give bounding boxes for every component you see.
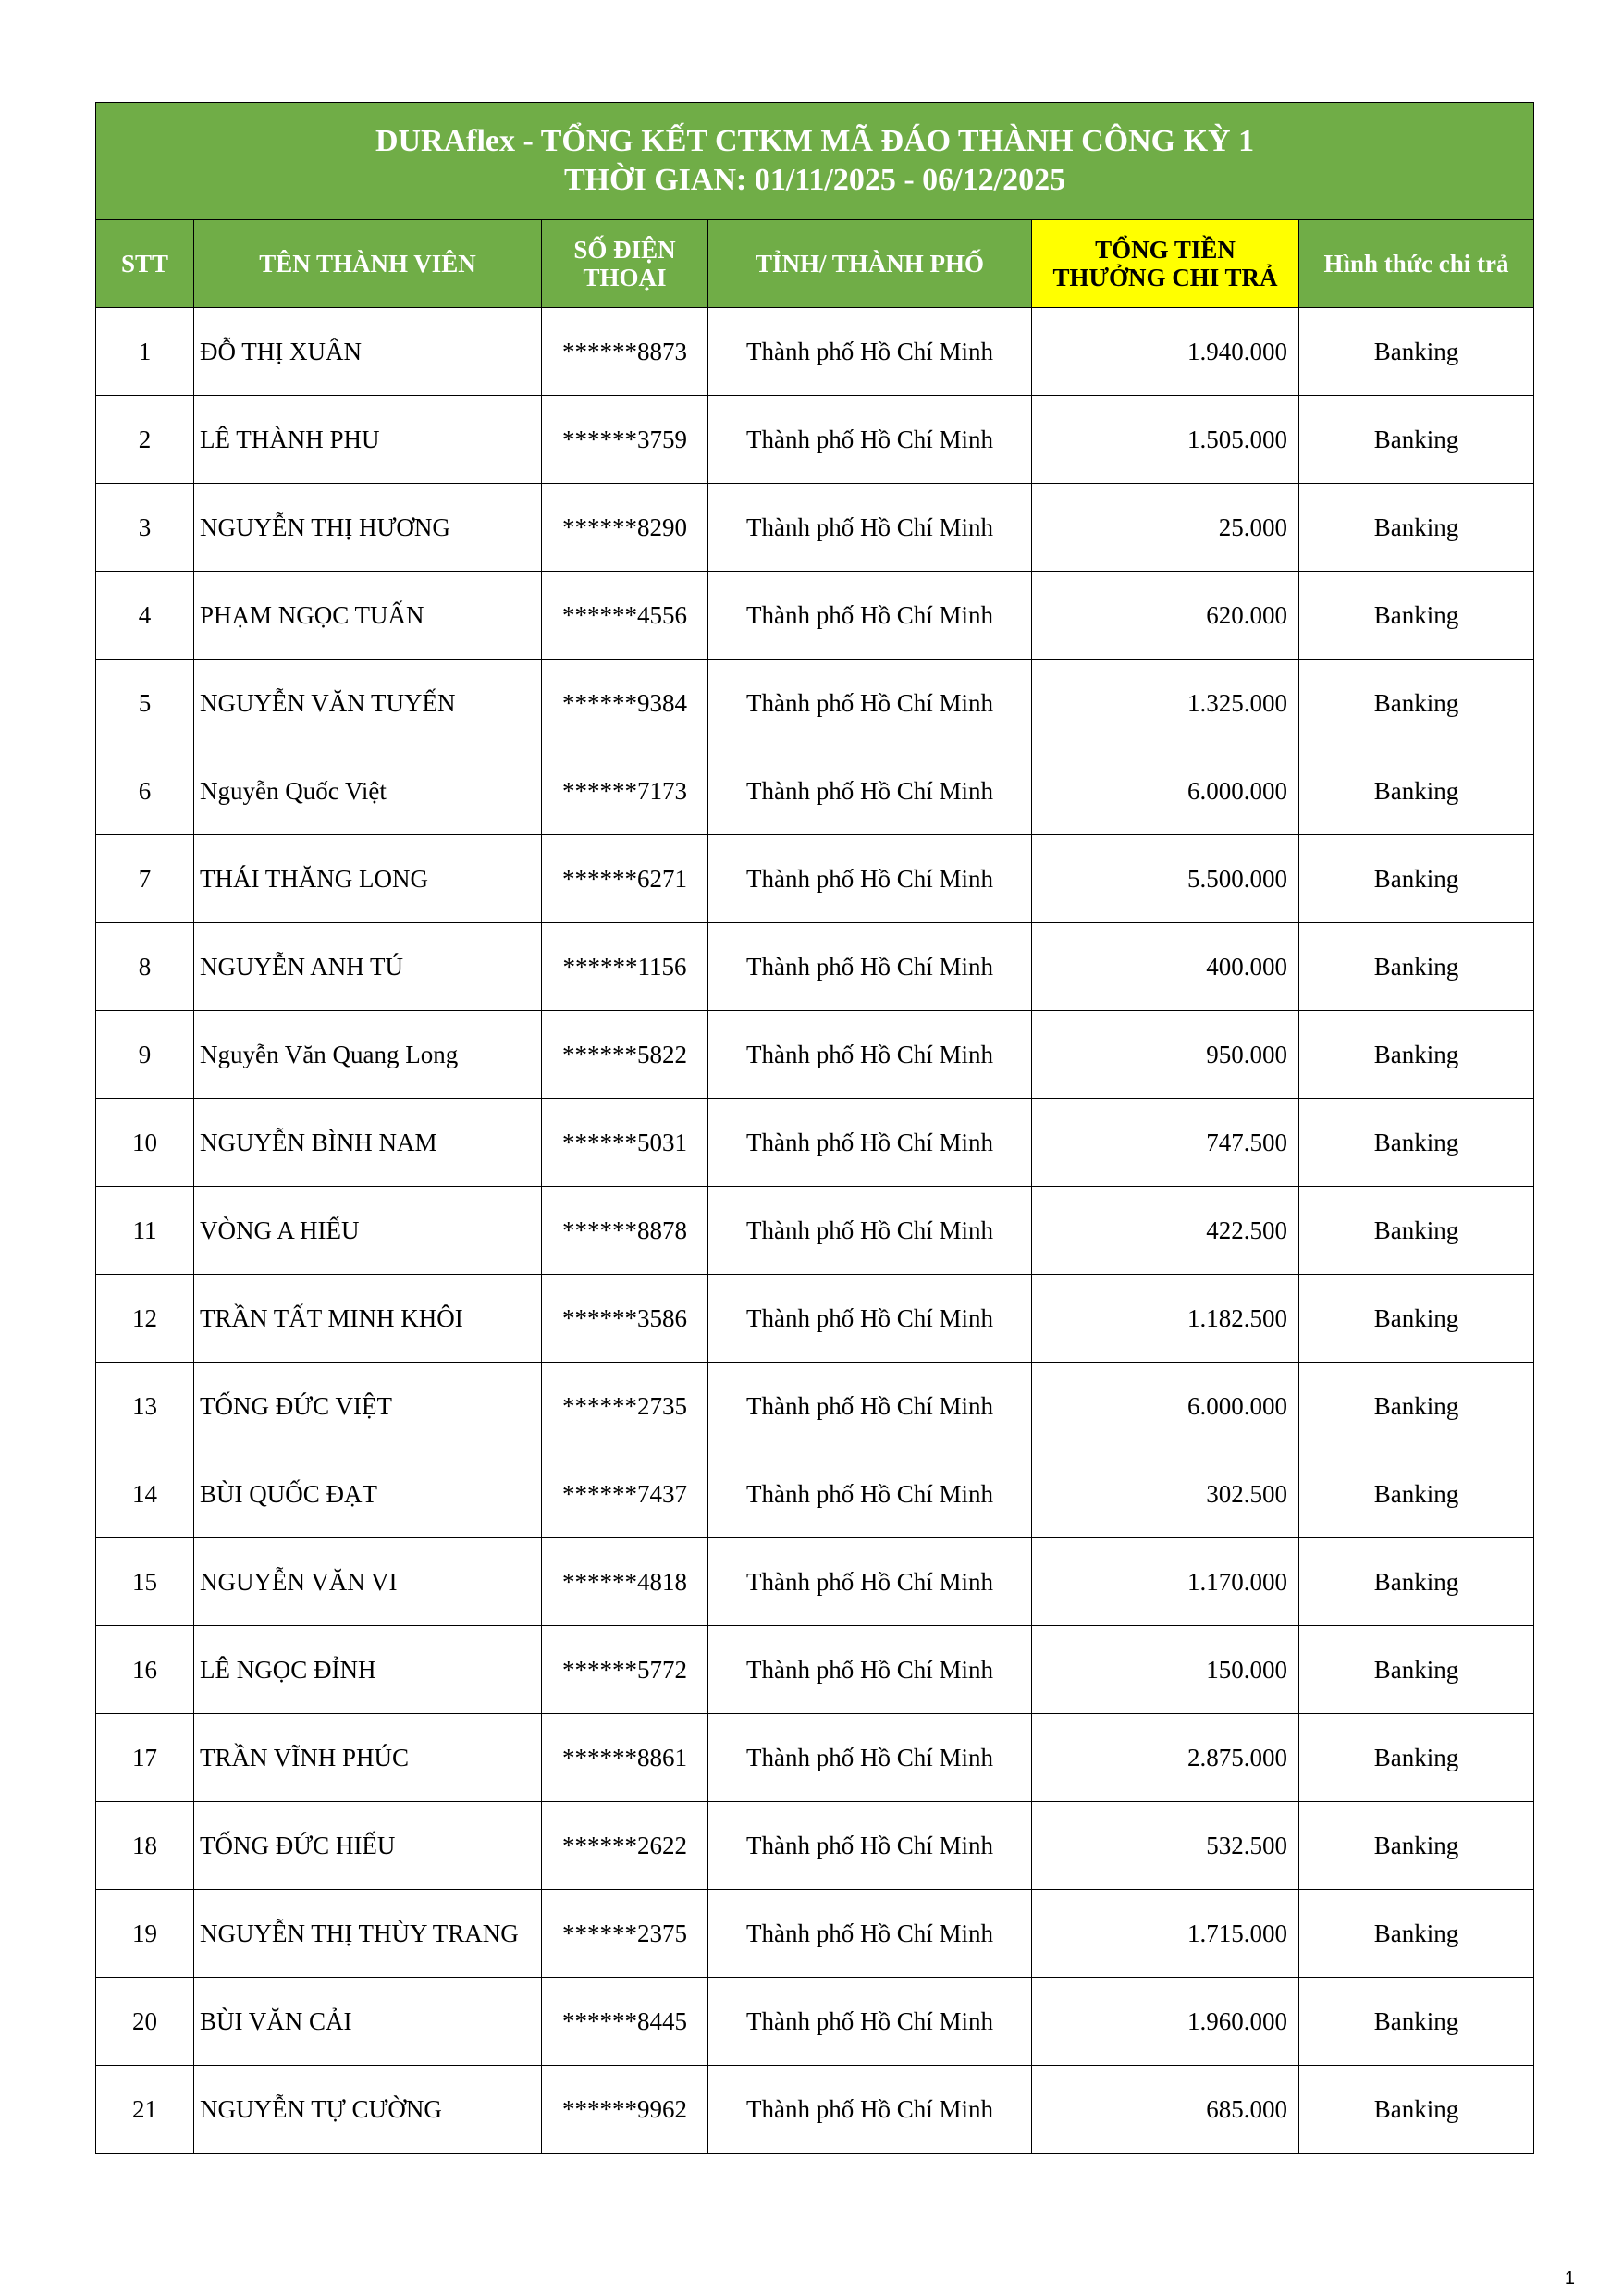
- cell-member-name: LÊ NGỌC ĐỈNH: [194, 1626, 542, 1714]
- title-line-2: THỜI GIAN: 01/11/2025 - 06/12/2025: [563, 163, 1066, 197]
- table-row: [96, 1802, 1534, 1890]
- page-number: 1: [1564, 2268, 1575, 2289]
- cell-reward-amount: 1.182.500: [1032, 1275, 1299, 1363]
- cell-city: Thành phố Hồ Chí Minh: [708, 835, 1032, 923]
- table-row: [96, 747, 1534, 835]
- cell-city: Thành phố Hồ Chí Minh: [708, 1978, 1032, 2066]
- cell-member-name: Nguyễn Văn Quang Long: [194, 1011, 542, 1099]
- cell-stt: 6: [96, 747, 194, 835]
- cell-reward-amount: 150.000: [1032, 1626, 1299, 1714]
- cell-reward-amount: 747.500: [1032, 1099, 1299, 1187]
- cell-city: Thành phố Hồ Chí Minh: [708, 747, 1032, 835]
- cell-reward-amount: 302.500: [1032, 1450, 1299, 1538]
- table-row: [96, 1714, 1534, 1802]
- cell-payment-method: Banking: [1299, 923, 1534, 1011]
- cell-member-name: NGUYỄN VĂN TUYẾN: [194, 660, 542, 747]
- cell-phone: ******3759: [542, 396, 708, 484]
- cell-payment-method: Banking: [1299, 660, 1534, 747]
- cell-city: Thành phố Hồ Chí Minh: [708, 1450, 1032, 1538]
- column-header-amount-line1: TỔNG TIỀN: [1095, 236, 1236, 264]
- cell-stt: 4: [96, 572, 194, 660]
- cell-reward-amount: 620.000: [1032, 572, 1299, 660]
- cell-phone: ******9384: [542, 660, 708, 747]
- cell-stt: 16: [96, 1626, 194, 1714]
- cell-member-name: ĐỖ THỊ XUÂN: [194, 308, 542, 396]
- cell-payment-method: Banking: [1299, 1890, 1534, 1978]
- cell-reward-amount: 422.500: [1032, 1187, 1299, 1275]
- cell-phone: ******3586: [542, 1275, 708, 1363]
- cell-stt: 15: [96, 1538, 194, 1626]
- cell-payment-method: Banking: [1299, 747, 1534, 835]
- cell-member-name: PHẠM NGỌC TUẤN: [194, 572, 542, 660]
- title-line-1: DURAflex - TỔNG KẾT CTKM MÃ ĐÁO THÀNH CÔNG KỲ 1: [375, 124, 1255, 158]
- cell-member-name: VÒNG A HIẾU: [194, 1187, 542, 1275]
- cell-payment-method: Banking: [1299, 1099, 1534, 1187]
- cell-phone: ******2375: [542, 1890, 708, 1978]
- column-header-phone-line1: SỐ ĐIỆN: [573, 236, 676, 264]
- cell-stt: 3: [96, 484, 194, 572]
- cell-phone: ******2622: [542, 1802, 708, 1890]
- column-header-phone-line2: THOẠI: [583, 264, 667, 291]
- cell-phone: ******8878: [542, 1187, 708, 1275]
- cell-member-name: NGUYỄN ANH TÚ: [194, 923, 542, 1011]
- cell-phone: ******7173: [542, 747, 708, 835]
- cell-payment-method: Banking: [1299, 308, 1534, 396]
- cell-stt: 10: [96, 1099, 194, 1187]
- cell-phone: ******8873: [542, 308, 708, 396]
- table-row: [96, 1890, 1534, 1978]
- cell-reward-amount: 5.500.000: [1032, 835, 1299, 923]
- cell-reward-amount: 532.500: [1032, 1802, 1299, 1890]
- cell-city: Thành phố Hồ Chí Minh: [708, 1538, 1032, 1626]
- table-row: [96, 1275, 1534, 1363]
- cell-payment-method: Banking: [1299, 835, 1534, 923]
- cell-reward-amount: 1.940.000: [1032, 308, 1299, 396]
- cell-stt: 21: [96, 2066, 194, 2154]
- cell-payment-method: Banking: [1299, 1626, 1534, 1714]
- cell-city: Thành phố Hồ Chí Minh: [708, 572, 1032, 660]
- cell-member-name: Nguyễn Quốc Việt: [194, 747, 542, 835]
- cell-phone: ******4556: [542, 572, 708, 660]
- cell-city: Thành phố Hồ Chí Minh: [708, 1187, 1032, 1275]
- cell-payment-method: Banking: [1299, 1978, 1534, 2066]
- cell-stt: 7: [96, 835, 194, 923]
- cell-reward-amount: 2.875.000: [1032, 1714, 1299, 1802]
- cell-stt: 14: [96, 1450, 194, 1538]
- cell-member-name: TỐNG ĐỨC HIẾU: [194, 1802, 542, 1890]
- table-row: [96, 1626, 1534, 1714]
- title-row: [96, 103, 1534, 220]
- table-row: [96, 1538, 1534, 1626]
- cell-stt: 11: [96, 1187, 194, 1275]
- table-row: [96, 308, 1534, 396]
- cell-stt: 1: [96, 308, 194, 396]
- cell-city: Thành phố Hồ Chí Minh: [708, 1363, 1032, 1450]
- cell-payment-method: Banking: [1299, 1187, 1534, 1275]
- table-row: [96, 1099, 1534, 1187]
- cell-reward-amount: 1.715.000: [1032, 1890, 1299, 1978]
- cell-reward-amount: 25.000: [1032, 484, 1299, 572]
- table-row: [96, 396, 1534, 484]
- cell-reward-amount: 6.000.000: [1032, 747, 1299, 835]
- cell-city: Thành phố Hồ Chí Minh: [708, 660, 1032, 747]
- cell-member-name: TỐNG ĐỨC VIỆT: [194, 1363, 542, 1450]
- column-header-method: Hình thức chi trả: [1299, 220, 1534, 308]
- column-header-name: TÊN THÀNH VIÊN: [194, 220, 542, 308]
- cell-phone: ******8290: [542, 484, 708, 572]
- table-row: [96, 660, 1534, 747]
- cell-reward-amount: 1.170.000: [1032, 1538, 1299, 1626]
- cell-city: Thành phố Hồ Chí Minh: [708, 1802, 1032, 1890]
- cell-phone: ******5031: [542, 1099, 708, 1187]
- cell-member-name: THÁI THĂNG LONG: [194, 835, 542, 923]
- cell-payment-method: Banking: [1299, 484, 1534, 572]
- column-header-city: TỈNH/ THÀNH PHỐ: [708, 220, 1032, 308]
- table-row: [96, 1187, 1534, 1275]
- cell-stt: 2: [96, 396, 194, 484]
- cell-stt: 13: [96, 1363, 194, 1450]
- cell-city: Thành phố Hồ Chí Minh: [708, 396, 1032, 484]
- cell-member-name: TRẦN TẤT MINH KHÔI: [194, 1275, 542, 1363]
- cell-city: Thành phố Hồ Chí Minh: [708, 308, 1032, 396]
- cell-member-name: LÊ THÀNH PHU: [194, 396, 542, 484]
- cell-city: Thành phố Hồ Chí Minh: [708, 923, 1032, 1011]
- table-row: [96, 923, 1534, 1011]
- cell-stt: 17: [96, 1714, 194, 1802]
- cell-reward-amount: 1.505.000: [1032, 396, 1299, 484]
- column-header-phone: [542, 220, 708, 308]
- cell-member-name: BÙI QUỐC ĐẠT: [194, 1450, 542, 1538]
- cell-stt: 12: [96, 1275, 194, 1363]
- rewards-summary-sheet: [95, 102, 1533, 2154]
- cell-phone: ******7437: [542, 1450, 708, 1538]
- cell-reward-amount: 1.960.000: [1032, 1978, 1299, 2066]
- cell-reward-amount: 1.325.000: [1032, 660, 1299, 747]
- cell-stt: 5: [96, 660, 194, 747]
- column-header-stt: STT: [96, 220, 194, 308]
- cell-phone: ******9962: [542, 2066, 708, 2154]
- cell-reward-amount: 400.000: [1032, 923, 1299, 1011]
- cell-stt: 8: [96, 923, 194, 1011]
- table-row: [96, 835, 1534, 923]
- cell-stt: 20: [96, 1978, 194, 2066]
- cell-phone: ******1156: [542, 923, 708, 1011]
- cell-payment-method: Banking: [1299, 572, 1534, 660]
- cell-member-name: NGUYỄN THỊ HƯƠNG: [194, 484, 542, 572]
- rewards-table: [95, 102, 1534, 2154]
- cell-payment-method: Banking: [1299, 1011, 1534, 1099]
- cell-payment-method: Banking: [1299, 1363, 1534, 1450]
- cell-city: Thành phố Hồ Chí Minh: [708, 1275, 1032, 1363]
- table-row: [96, 484, 1534, 572]
- cell-reward-amount: 685.000: [1032, 2066, 1299, 2154]
- cell-stt: 9: [96, 1011, 194, 1099]
- cell-payment-method: Banking: [1299, 1538, 1534, 1626]
- cell-member-name: BÙI VĂN CẢI: [194, 1978, 542, 2066]
- cell-stt: 19: [96, 1890, 194, 1978]
- column-header-row: [96, 220, 1534, 308]
- table-row: [96, 572, 1534, 660]
- cell-phone: ******5822: [542, 1011, 708, 1099]
- cell-payment-method: Banking: [1299, 1275, 1534, 1363]
- cell-member-name: TRẦN VĨNH PHÚC: [194, 1714, 542, 1802]
- cell-city: Thành phố Hồ Chí Minh: [708, 1626, 1032, 1714]
- table-row: [96, 1363, 1534, 1450]
- cell-city: Thành phố Hồ Chí Minh: [708, 2066, 1032, 2154]
- table-row: [96, 1450, 1534, 1538]
- cell-reward-amount: 6.000.000: [1032, 1363, 1299, 1450]
- cell-city: Thành phố Hồ Chí Minh: [708, 1011, 1032, 1099]
- cell-city: Thành phố Hồ Chí Minh: [708, 1714, 1032, 1802]
- cell-payment-method: Banking: [1299, 1450, 1534, 1538]
- cell-phone: ******2735: [542, 1363, 708, 1450]
- cell-member-name: NGUYỄN VĂN VI: [194, 1538, 542, 1626]
- cell-payment-method: Banking: [1299, 1802, 1534, 1890]
- cell-phone: ******8445: [542, 1978, 708, 2066]
- cell-phone: ******5772: [542, 1626, 708, 1714]
- cell-payment-method: Banking: [1299, 396, 1534, 484]
- column-header-amount-line2: THƯỞNG CHI TRẢ: [1052, 264, 1278, 291]
- cell-payment-method: Banking: [1299, 2066, 1534, 2154]
- cell-city: Thành phố Hồ Chí Minh: [708, 484, 1032, 572]
- table-row: [96, 1011, 1534, 1099]
- column-header-amount: [1032, 220, 1299, 308]
- cell-payment-method: Banking: [1299, 1714, 1534, 1802]
- cell-stt: 18: [96, 1802, 194, 1890]
- cell-member-name: NGUYỄN THỊ THÙY TRANG: [194, 1890, 542, 1978]
- cell-phone: ******6271: [542, 835, 708, 923]
- table-body: [96, 308, 1534, 2154]
- cell-phone: ******4818: [542, 1538, 708, 1626]
- cell-phone: ******8861: [542, 1714, 708, 1802]
- cell-member-name: NGUYỄN TỰ CƯỜNG: [194, 2066, 542, 2154]
- cell-city: Thành phố Hồ Chí Minh: [708, 1890, 1032, 1978]
- cell-reward-amount: 950.000: [1032, 1011, 1299, 1099]
- cell-member-name: NGUYỄN BÌNH NAM: [194, 1099, 542, 1187]
- table-title: [96, 103, 1534, 220]
- table-row: [96, 2066, 1534, 2154]
- cell-city: Thành phố Hồ Chí Minh: [708, 1099, 1032, 1187]
- table-row: [96, 1978, 1534, 2066]
